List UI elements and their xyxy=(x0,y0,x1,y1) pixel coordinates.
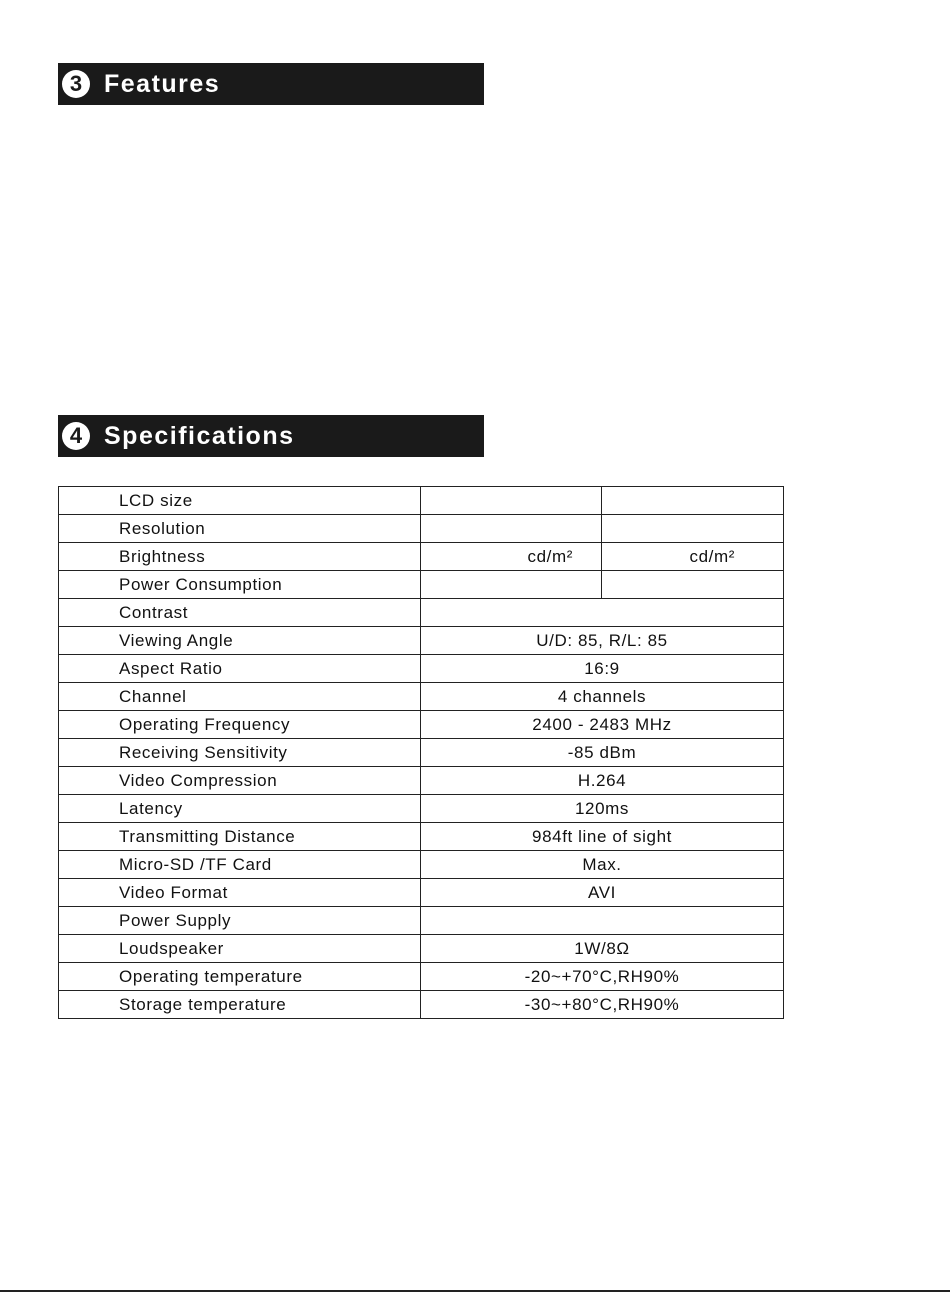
table-row xyxy=(59,515,784,543)
spec-label-loudspeaker: Loudspeaker xyxy=(59,935,421,963)
spec-value-aspect-ratio: 16:9 xyxy=(421,655,784,683)
spec-value-lcd-size-b xyxy=(602,487,784,515)
spec-value-loudspeaker: 1W/8Ω xyxy=(421,935,784,963)
spec-value-sd-card: Max. xyxy=(421,851,784,879)
specifications-header xyxy=(58,415,484,457)
spec-label-video-compression: Video Compression xyxy=(59,767,421,795)
table-row xyxy=(59,571,784,599)
spec-value-resolution-a xyxy=(421,515,602,543)
spec-label-brightness: Brightness xyxy=(59,543,421,571)
spec-value-storage-temperature: -30~+80°C,RH90% xyxy=(421,991,784,1019)
spec-value-operating-temperature: -20~+70°C,RH90% xyxy=(421,963,784,991)
spec-label-viewing-angle: Viewing Angle xyxy=(59,627,421,655)
table-row xyxy=(59,655,784,683)
table-row xyxy=(59,767,784,795)
spec-label-aspect-ratio: Aspect Ratio xyxy=(59,655,421,683)
spec-label-channel: Channel xyxy=(59,683,421,711)
table-row xyxy=(59,795,784,823)
table-row xyxy=(59,739,784,767)
table-row xyxy=(59,963,784,991)
spec-value-power-consumption-b xyxy=(602,571,784,599)
section-number-badge: 4 xyxy=(62,422,90,450)
spec-label-power-consumption: Power Consumption xyxy=(59,571,421,599)
spec-label-latency: Latency xyxy=(59,795,421,823)
spec-value-power-consumption-a xyxy=(421,571,602,599)
table-row xyxy=(59,851,784,879)
features-title: Features xyxy=(104,69,221,98)
spec-label-transmitting-distance: Transmitting Distance xyxy=(59,823,421,851)
page-bottom-divider xyxy=(0,1290,950,1292)
spec-label-power-supply: Power Supply xyxy=(59,907,421,935)
spec-label-operating-frequency: Operating Frequency xyxy=(59,711,421,739)
table-row xyxy=(59,599,784,627)
spec-value-lcd-size-a xyxy=(421,487,602,515)
table-row xyxy=(59,683,784,711)
table-row xyxy=(59,907,784,935)
spec-label-resolution: Resolution xyxy=(59,515,421,543)
table-row xyxy=(59,711,784,739)
spec-label-contrast: Contrast xyxy=(59,599,421,627)
spec-label-lcd-size: LCD size xyxy=(59,487,421,515)
spec-value-brightness-b: cd/m² xyxy=(602,543,784,571)
spec-label-receiving-sensitivity: Receiving Sensitivity xyxy=(59,739,421,767)
specifications-table xyxy=(58,486,784,1019)
spec-value-transmitting-distance: 984ft line of sight xyxy=(421,823,784,851)
spec-value-receiving-sensitivity: -85 dBm xyxy=(421,739,784,767)
table-row xyxy=(59,627,784,655)
spec-value-brightness-a: cd/m² xyxy=(421,543,602,571)
table-row xyxy=(59,879,784,907)
spec-value-channel: 4 channels xyxy=(421,683,784,711)
table-row xyxy=(59,543,784,571)
table-row xyxy=(59,991,784,1019)
spec-value-latency: 120ms xyxy=(421,795,784,823)
spec-value-resolution-b xyxy=(602,515,784,543)
spec-value-viewing-angle: U/D: 85, R/L: 85 xyxy=(421,627,784,655)
table-row xyxy=(59,487,784,515)
section-number-badge: 3 xyxy=(62,70,90,98)
spec-label-operating-temperature: Operating temperature xyxy=(59,963,421,991)
table-row xyxy=(59,823,784,851)
spec-value-operating-frequency: 2400 - 2483 MHz xyxy=(421,711,784,739)
features-header xyxy=(58,63,484,105)
spec-value-video-compression: H.264 xyxy=(421,767,784,795)
spec-label-video-format: Video Format xyxy=(59,879,421,907)
spec-value-video-format: AVI xyxy=(421,879,784,907)
table-row xyxy=(59,935,784,963)
spec-label-storage-temperature: Storage temperature xyxy=(59,991,421,1019)
specifications-title: Specifications xyxy=(104,421,295,450)
spec-value-power-supply xyxy=(421,907,784,935)
spec-value-contrast xyxy=(421,599,784,627)
spec-label-sd-card: Micro-SD /TF Card xyxy=(59,851,421,879)
